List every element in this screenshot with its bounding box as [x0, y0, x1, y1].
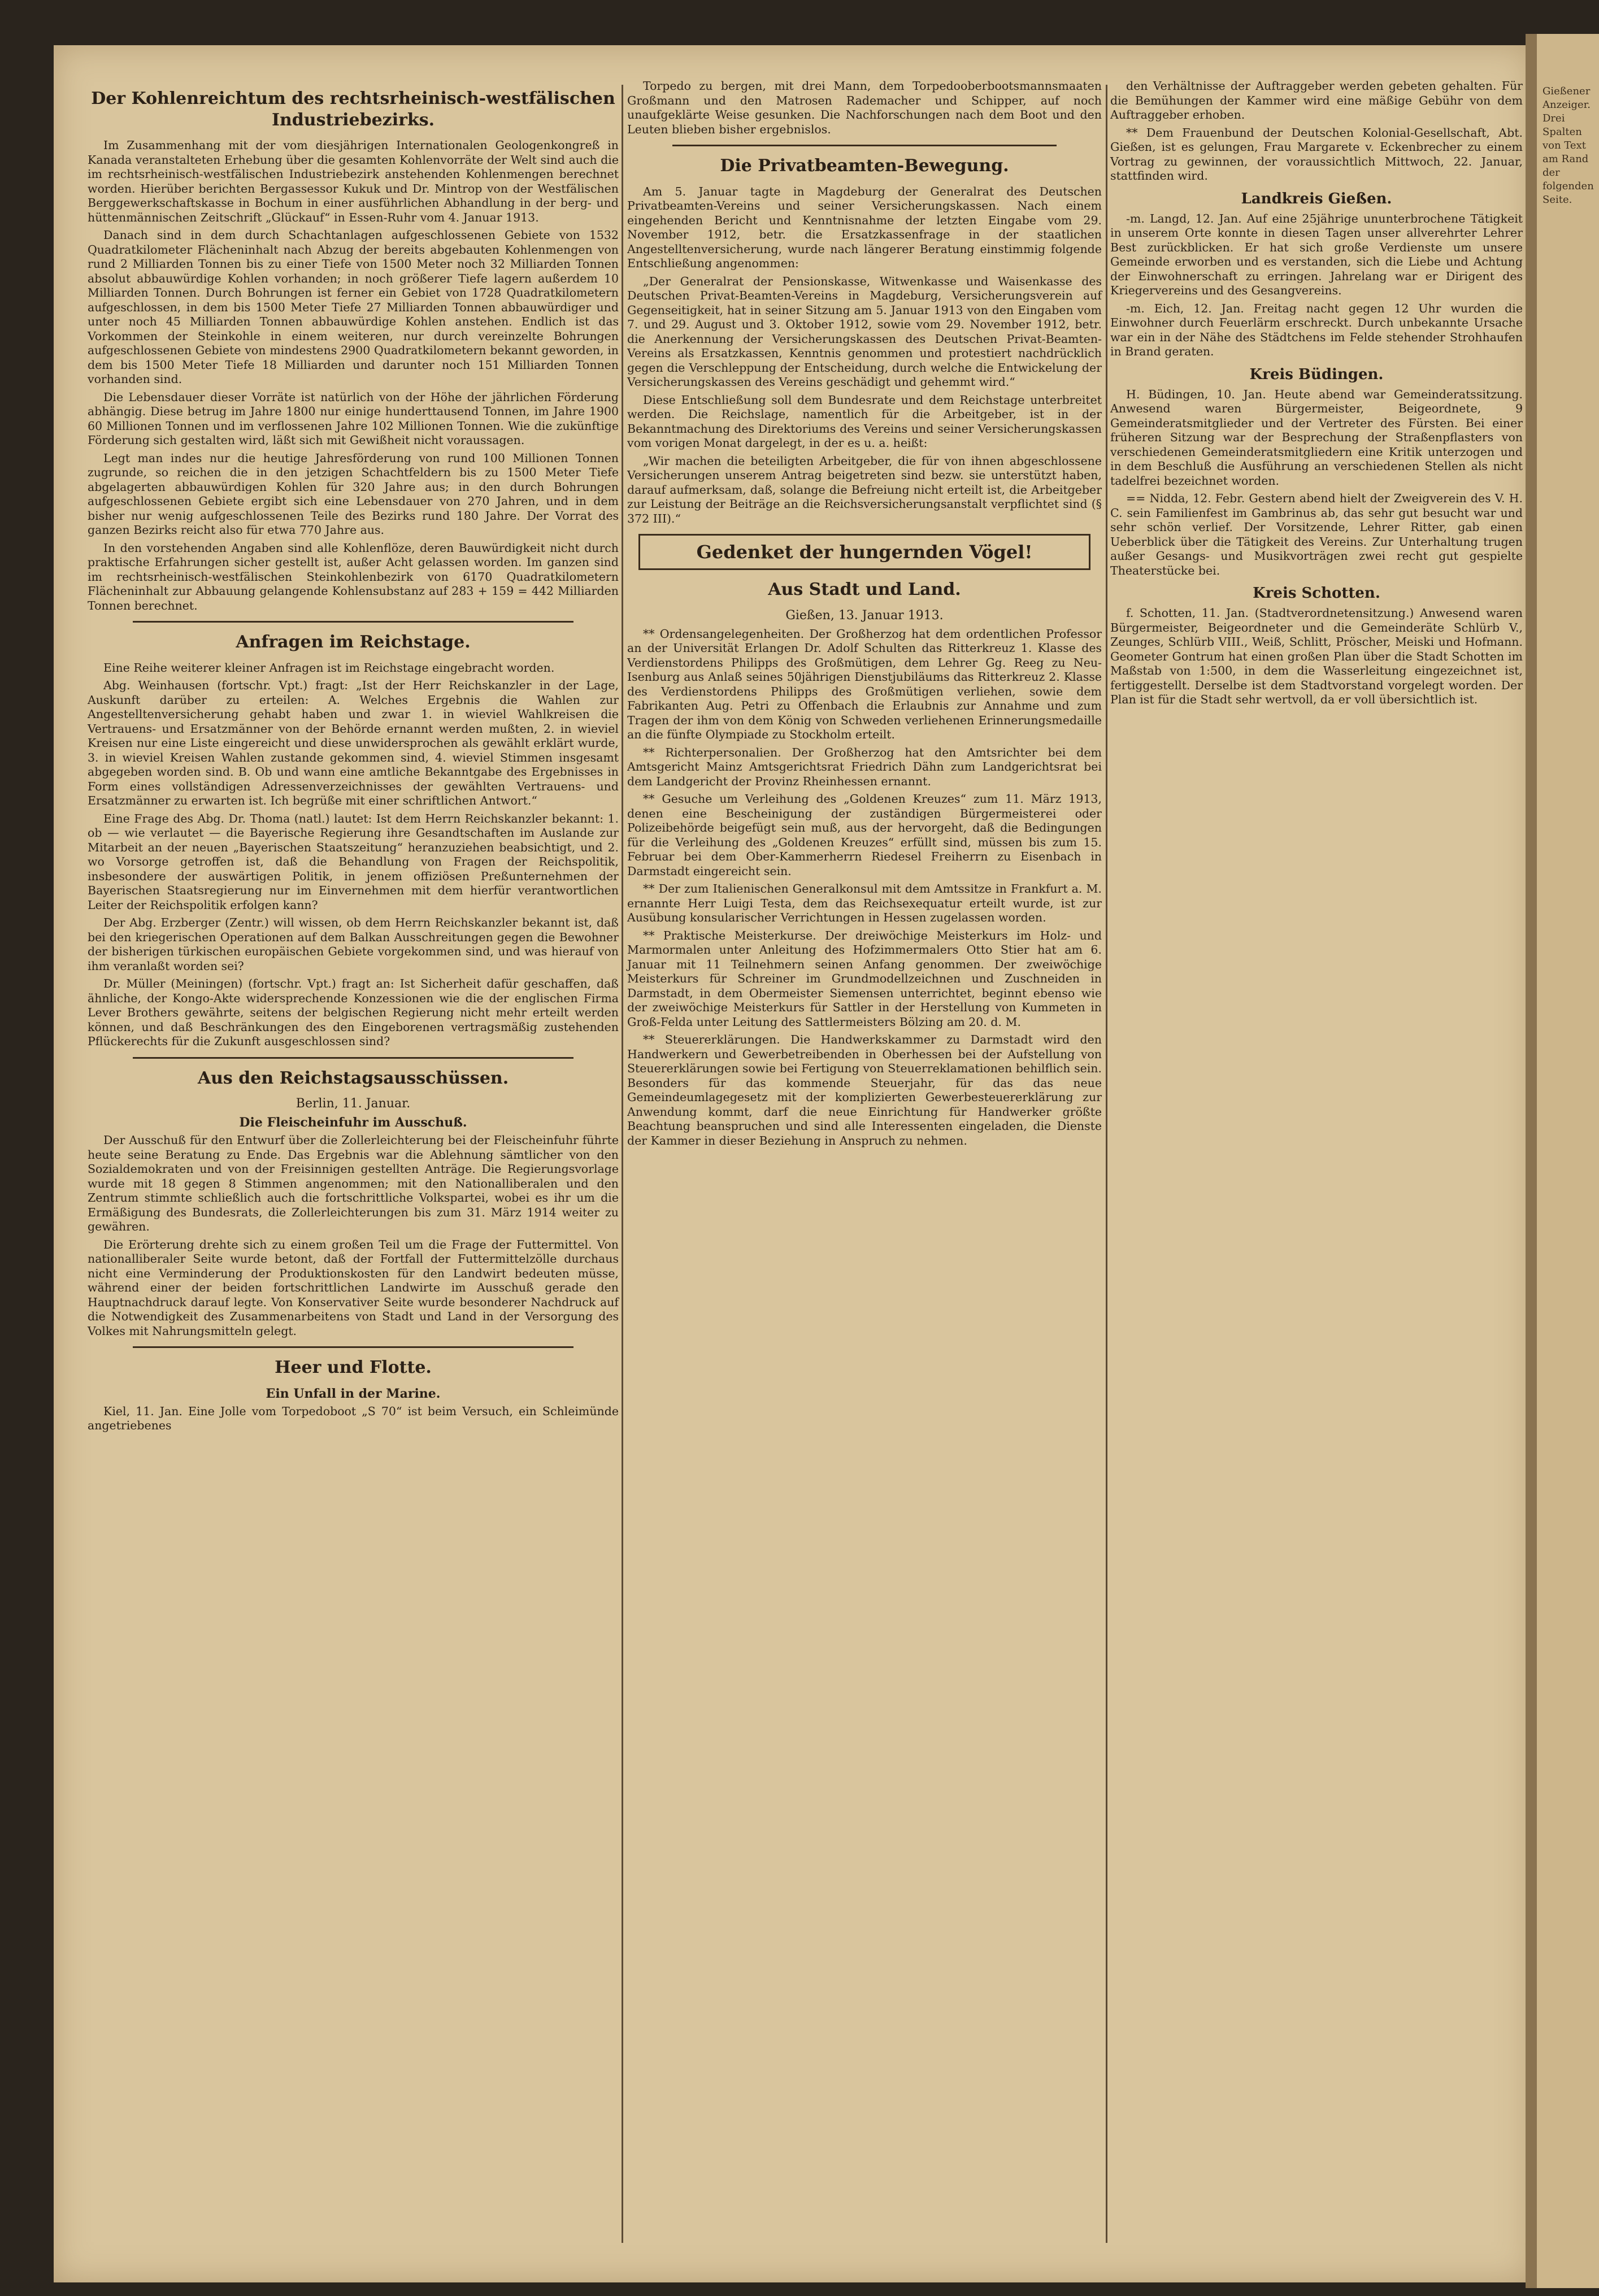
- headline-ausschuesse: Aus den Reichstagsausschüssen.: [197, 1068, 509, 1088]
- dateline: Berlin, 11. Januar.: [296, 1097, 411, 1111]
- headline-heer-flotte: Heer und Flotte.: [275, 1358, 432, 1377]
- subheadline-fleischeinfuhr: Die Fleischeinfuhr im Ausschuß.: [239, 1115, 467, 1130]
- column-3: [1110, 79, 1523, 711]
- paragraph: Dr. Müller (Meiningen) (fortschr. Vpt.) fragt an: Ist Sicherheit dafür geschaffen, daß ähnliche, der Kongo-Akte widersprechende Konzessionen wie die der englischen Firma Lever Brothers gewährte, seitens der belgischen Regierung nicht mehr erteilt werden können, und daß Beschränkungen des den Eingeborenen vertragsmäßig zustehenden Pflückerechts für die Zukunft ausgeschlossen sind?: [88, 977, 619, 1048]
- adjacent-page-text: Gießener Anzeiger. Drei Spalten von Text am Rand der folgenden Seite.: [1542, 85, 1594, 206]
- paragraph: Der Abg. Erzberger (Zentr.) will wissen, ob dem Herrn Reichskanzler bekannt ist, daß bei den kriegerischen Operationen auf dem Balkan Ausschreitungen gegen die Bewohner der bisherigen türkischen europäischen Gebiete vorgekommen sind, und was hierauf von ihm veranlaßt worden sei?: [88, 916, 619, 973]
- boxed-notice: Gedenket der hungernden Vögel!: [638, 534, 1090, 570]
- paragraph: ** Steuererklärungen. Die Handwerkskammer zu Darmstadt wird den Handwerkern und Gewerbetreibenden in Oberhessen bei der Aufstellung von Steuererklärungen sowie bei Fertigung von Steuerreklamationen behilflich sein. Besonders für das kommende Steuerjahr, für das das neue Gemeindeumlagegesetz mit der komplizierten Gewerbesteuererklärung zur Anwendung kommt, darf die neue Einrichtung für Handwerker größte Beachtung beanspruchen und sind alle Interessenten eingeladen, die Dienste der Kammer in dieser Beziehung in Anspruch zu nehmen.: [627, 1033, 1102, 1147]
- subheadline-unfall: Ein Unfall in der Marine.: [266, 1386, 441, 1401]
- paragraph: ** Ordensangelegenheiten. Der Großherzog hat dem ordentlichen Professor an der Universität Erlangen Dr. Adolf Schulten das Ritterkreuz 1. Klasse des Verdienstordens Philipps des Großmütigen, dem Lehrer Gg. Reeg zu Neu-Isenburg aus Anlaß seines 50jährigen Dienstjubiläums das Ritterkreuz 2. Klasse des Verdienstordens Philipps des Großmütigen verliehen, sowie dem Fabrikanten Aug. Petri zu Offenbach die Erlaubnis zur Annahme und zum Tragen der ihm von dem König von Schweden verliehenen Erinnerungsmedaille an die fünfte Olympiade zu Stockholm erteilt.: [627, 627, 1102, 741]
- paragraph: ** Gesuche um Verleihung des „Goldenen Kreuzes“ zum 11. März 1913, denen eine Bescheinigung der zuständigen Bürgermeisterei oder Polizeibehörde beigefügt sein muß, aus der hervorgeht, daß die Bedingungen für die Verleihung des „Goldenen Kreuzes“ erfüllt sind, müssen bis zum 15. Februar bei dem Ober-Kammerherrn Riedesel Freiherrn zu Eisenbach in Darmstadt eingereicht sein.: [627, 792, 1102, 878]
- divider: [672, 145, 1057, 146]
- paragraph: f. Schotten, 11. Jan. (Stadtverordnetensitzung.) Anwesend waren Bürgermeister, Beigeordneter und die Gemeinderäte Schlürb V., Zeunges, Schlürb VIII., Weiß, Schlitt, Pröscher, Meiski und Hofmann. Geometer Gontrum hat einen großen Plan über die Stadt Schotten im Maßstab von 1:500, in dem die Wasserleitung eingezeichnet ist, fertiggestellt. Derselbe ist dem Stadtvorstand vorgelegt worden. Der Plan ist für die Stadt sehr wertvoll, da er voll übersichtlich ist.: [1110, 606, 1523, 706]
- paragraph: Legt man indes nur die heutige Jahresförderung von rund 100 Millionen Tonnen zugrunde, so reichen die in den jetzigen Schachtfeldern bis zu 1500 Meter Tiefe abgelagerten abbauwürdigen Kohlen für 320 Jahre aus; in den durch Bohrungen aufgeschlossenen Gebiete ergibt sich eine Lebensdauer von 270 Jahren, und in dem bisher nur wenig aufgeschlossenen Teile des Bezirks rund 180 Jahre. Der Vorrat des ganzen Bezirks reicht also für etwa 770 Jahre aus.: [88, 451, 619, 537]
- section-landkreis-giessen: Landkreis Gießen.: [1241, 190, 1392, 207]
- column-1: [88, 79, 619, 1437]
- section-kreis-buedingen: Kreis Büdingen.: [1249, 366, 1384, 383]
- paragraph: == Nidda, 12. Febr. Gestern abend hielt der Zweigverein des V. H. C. sein Familienfest im Gambrinus ab, das sehr gut besucht war und sehr schön verlief. Der Vorsitzende, Lehrer Ritter, gab einen Ueberblick über die Tätigkeit des Vereins. Zur Unterhaltung trugen außer Gesangs- und Musikvorträgen zwei recht gut gespielte Theaterstücke bei.: [1110, 492, 1523, 577]
- paragraph: -m. Eich, 12. Jan. Freitag nacht gegen 12 Uhr wurden die Einwohner durch Feuerlärm erschreckt. Durch unbekannte Ursache war ein in der Nähe des Städtchens im Felde stehender Strohhaufen in Brand geraten.: [1110, 301, 1523, 358]
- binding-shadow: [1526, 34, 1537, 2288]
- dateline: Gießen, 13. Januar 1913.: [785, 608, 944, 623]
- paragraph: Die Lebensdauer dieser Vorräte ist natürlich von der Höhe der jährlichen Förderung abhängig. Diese betrug im Jahre 1800 nur einige hunderttausend Tonnen, im Jahre 1900 60 Millionen Tonnen und im verflossenen Jahre 102 Millionen Tonnen. Wie die zukünftige Förderung sich gestalten wird, läßt sich mit Gewißheit nicht voraussagen.: [88, 390, 619, 447]
- headline-stadt-land: Aus Stadt und Land.: [768, 580, 961, 599]
- paragraph: „Der Generalrat der Pensionskasse, Witwenkasse und Waisenkasse des Deutschen Privat-Beamten-Vereins in Magdeburg, Versicherungsverein auf Gegenseitigkeit, hat in seiner Sitzung am 5. Januar 1913 von den Eingaben vom 7. und 29. August und 3. Oktober 1912, sowie vom 29. November 1912, betr. die Anerkennung der Versicherungskassen des Deutschen Privat-Beamten-Vereins als Ersatzkassen, Kenntnis genommen und protestiert nachdrücklich gegen die Verschleppung der Entscheidung, durch welche die Entwickelung der Versicherungskassen des Vereins geschädigt und gehemmt wird.“: [627, 274, 1102, 389]
- headline-anfragen: Anfragen im Reichstage.: [236, 632, 471, 652]
- paragraph: Danach sind in dem durch Schachtanlagen aufgeschlossenen Gebiete von 1532 Quadratkilometer Flächeninhalt nach Abzug der bereits abgebauten Kohlenmengen von rund 2 Milliarden Tonnen bis zu einer Tiefe von 1500 Meter noch 32 Milliarden Tonnen absolut abbauwürdige Kohlen vorhanden; in noch größerer Tiefe lagern außerdem 10 Milliarden Tonnen. Durch Bohrungen ist ferner ein Gebiet von 1728 Quadratkilometern aufgeschlossen, in dem bis 1500 Meter Tiefe 27 Milliarden Tonnen abbauwürdiger und unter noch 45 Milliarden Tonnen abbauwürdige Kohlen anstehen. Endlich ist das Vorkommen der Steinkohle in einem weiteren, nur durch vereinzelte Bohrungen aufgeschlossenen Gebiete von mindestens 2900 Quadratkilometern bekannt geworden, in dem bis 1500 Meter Tiefe 18 Milliarden und darunter noch 151 Milliarden Tonnen vorhanden sind.: [88, 228, 619, 386]
- divider: [133, 1057, 573, 1059]
- paragraph: ** Praktische Meisterkurse. Der dreiwöchige Meisterkurs im Holz- und Marmormalen unter Anleitung des Hofzimmermalers Otto Stier hat am 6. Januar mit 11 Teilnehmern seinen Anfang genommen. Der zweiwöchige Meisterkurs für Schreiner im Grundmodellzeichnen und Zuschneiden in Darmstadt, in dem Obermeister Siemensen unterrichtet, beginnt ebenso wie der zweiwöchige Meisterkurs für Sattler in der Herstellung von Kummeten in Groß-Felda unter Leitung des Sattlermeisters Bölzing am 20. d. M.: [627, 928, 1102, 1029]
- paragraph: Kiel, 11. Jan. Eine Jolle vom Torpedoboot „S 70“ ist beim Versuch, ein Schleimünde angetriebenes: [88, 1404, 619, 1432]
- paragraph: H. Büdingen, 10. Jan. Heute abend war Gemeinderatssitzung. Anwesend waren Bürgermeister, Beigeordnete, 9 Gemeinderatsmitglieder und der Vertreter des Fürsten. Bei einer früheren Sitzung war der Besprechung der Straßenpflasters von verschiedenen Gemeinderatsmitgliedern eine Kritik unterzogen und in dem Beschluß die Ausführung an verschiedenen Stellen als nicht tadelfrei bezeichnet worden.: [1110, 387, 1523, 488]
- paragraph: ** Dem Frauenbund der Deutschen Kolonial-Gesellschaft, Abt. Gießen, ist es gelungen, Frau Margarete v. Eckenbrecher zu einem Vortrag zu gewinnen, der voraussichtlich Mittwoch, 22. Januar, stattfinden wird.: [1110, 125, 1523, 182]
- paragraph: Eine Frage des Abg. Dr. Thoma (natl.) lautet: Ist dem Herrn Reichskanzler bekannt: 1. ob — wie verlautet — die Bayerische Regierung ihre Gesandtschaften im Auslande zur Mitarbeit an der neuen „Bayerischen Staatszeitung“ heranzuziehen beabsichtigt, und 2. wo Vorsorge getroffen ist, daß die Behandlung von Fragen der Reichspolitik, insbesondere der auswärtigen Politik, in jenem offiziösen Preßunternehmen der Bayerischen Staatsregierung nur im Einvernehmen mit dem hierfür verantwortlichen Leiter der Reichspolitik erfolgen kann?: [88, 811, 619, 912]
- paragraph: Der Ausschuß für den Entwurf über die Zollerleichterung bei der Fleischeinfuhr führte heute seine Beratung zu Ende. Das Ergebnis war die Ablehnung sämtlicher von den Sozialdemokraten und von der Freisinnigen gestellten Anträge. Die Regierungsvorlage wurde mit 18 gegen 8 Stimmen angenommen; mit den Nationalliberalen und den Zentrum stimmte schließlich auch die fortschrittliche Volkspartei, wobei es ihr um die Ermäßigung des Bundesrats, die Zollerleichterungen bis zum 31. März 1914 weiter zu gewähren.: [88, 1133, 619, 1233]
- paragraph: ** Richterpersonalien. Der Großherzog hat den Amtsrichter bei dem Amtsgericht Mainz Amtsgerichtsrat Friedrich Dähn zum Landgerichtsrat bei dem Landgericht der Provinz Rheinhessen ernannt.: [627, 745, 1102, 788]
- headline-kohlenreichtum: Der Kohlenreichtum des rechtsrheinisch-westfälischen Industriebezirks.: [91, 89, 615, 130]
- section-kreis-schotten: Kreis Schotten.: [1253, 585, 1380, 602]
- divider: [133, 621, 573, 623]
- paragraph: -m. Langd, 12. Jan. Auf eine 25jährige ununterbrochene Tätigkeit in unserem Orte konnte in diesen Tagen unser allverehrter Lehrer Best zurückblicken. Er hat sich große Verdienste um unsere Gemeinde erworben und es verstanden, sich die Liebe und Achtung der Einwohnerschaft zu erringen. Jahrelang war er Dirigent des Kriegervereins und des Gesangvereins.: [1110, 211, 1523, 297]
- paragraph: ** Der zum Italienischen Generalkonsul mit dem Amtssitze in Frankfurt a. M. ernannte Herr Luigi Testa, dem das Reichsexequatur erteilt wurde, ist zur Ausübung konsularischer Verrichtungen in Hessen zugelassen worden.: [627, 882, 1102, 924]
- column-rule: [1106, 85, 1107, 2243]
- divider: [133, 1346, 573, 1348]
- column-rule: [622, 85, 623, 2243]
- paragraph: Abg. Weinhausen (fortschr. Vpt.) fragt: „Ist der Herr Reichskanzler in der Lage, Auskunft darüber zu erteilen: A. Welches Ergebnis die Wahlen zur Angestelltenversicherung gehabt haben und zwar 1. in wieviel Wahlkreisen die Vertrauens- und Ersatzmänner von der Behörde ernannt werden mußten, 2. in wieviel Kreisen nur eine Liste eingereicht und diese unwidersprochen als gewählt erklärt wurde, 3. in wieviel Kreisen Wahlen zustande gekommen sind, 4. wieviel Stimmen insgesamt abgegeben worden sind. B. Ob und wann eine amtliche Bekanntgabe des Ergebnisses in Form eines vollständigen Adressenverzeichnisses der gewählten Vertrauens- und Ersatzmänner zu erwarten ist. Ich begrüße mit einer schriftlichen Antwort.“: [88, 679, 619, 807]
- paragraph: Am 5. Januar tagte in Magdeburg der Generalrat des Deutschen Privatbeamten-Vereins und seiner Versicherungskassen. Nach einem eingehenden Bericht und Kenntnisnahme der letzten Eingabe vom 29. November 1912, betr. die Ersatzkassenfrage in der staatlichen Angestelltenversicherung, wurde nach längerer Beratung einstimmig folgende Entschließung angenommen:: [627, 184, 1102, 270]
- paragraph: Im Zusammenhang mit der vom diesjährigen Internationalen Geologenkongreß in Kanada veranstalteten Erhebung über die gesamten Kohlenvorräte der Welt sind auch die im rechtsrheinisch-westfälischen Industriebezirk anstehenden Kohlenmengen berechnet worden. Hierüber berichten Bergassessor Kukuk und Dr. Mintrop von der Westfälischen Berggewerkschaftskasse in Bochum in einer ausführlichen Abhandlung in der berg- und hüttenmännischen Zeitschrift „Glückauf“ in Essen-Ruhr vom 4. Januar 1913.: [88, 138, 619, 224]
- paragraph: Torpedo zu bergen, mit drei Mann, dem Torpedooberbootsmannsmaaten Großmann und den Matrosen Rademacher und Schipper, auf noch unaufgeklärte Weise gesunken. Die Nachforschungen nach dem Boot und den Leuten blieben bisher ergebnislos.: [627, 79, 1102, 136]
- paragraph: Diese Entschließung soll dem Bundesrate und dem Reichstage unterbreitet werden. Die Reichslage, namentlich für die Arbeitgeber, ist in der Bekanntmachung des Direktoriums des Vereins und seiner Versicherungskassen vom vorigen Monat dargelegt, in der es u. a. heißt:: [627, 393, 1102, 450]
- newspaper-page: [54, 45, 1531, 2282]
- paragraph: In den vorstehenden Angaben sind alle Kohlenflöze, deren Bauwürdigkeit nicht durch praktische Erfahrungen sicher gestellt ist, außer Acht gelassen worden. Im ganzen sind im rechtsrheinisch-westfälischen Steinkohlenbezirk von 6170 Quadratkilometern Flächeninhalt zur Abbauung gelangende Kohlensubstanz auf 283 + 159 = 442 Milliarden Tonnen berechnet.: [88, 541, 619, 612]
- paragraph: Die Erörterung drehte sich zu einem großen Teil um die Frage der Futtermittel. Von nationalliberaler Seite wurde betont, daß der Fortfall der Futtermittelzölle durchaus nicht eine Verminderung der Produktionskosten für den Landwirt bedeuten müsse, während einer der beiden fortschrittlichen Landwirte im Ausschuß gerade den Hauptnachdruck darauf legte. Von Konservativer Seite wurde besonderer Nachdruck auf die Notwendigkeit des Zusammenarbeitens von Stadt und Land in der Versorgung des Volkes mit Nahrungsmitteln gelegt.: [88, 1237, 619, 1338]
- paragraph: den Verhältnisse der Auftraggeber werden gebeten gehalten. Für die Bemühungen der Kammer wird eine mäßige Gebühr von dem Auftraggeber erhoben.: [1110, 79, 1523, 121]
- headline-privatbeamten: Die Privatbeamten-Bewegung.: [720, 156, 1009, 176]
- paragraph: „Wir machen die beteiligten Arbeitgeber, die für von ihnen abgeschlossene Versicherungen unserem Antrag beigetreten sind bezw. sie unterstützt haben, darauf aufmerksam, daß, solange die Befreiung nicht erteilt ist, die Arbeitgeber zur Leistung der Beiträge an die Reichsversicherungsanstalt verpflichtet sind (§ 372 III).“: [627, 454, 1102, 525]
- paragraph: Eine Reihe weiterer kleiner Anfragen ist im Reichstage eingebracht worden.: [103, 660, 555, 675]
- column-2: [627, 79, 1102, 1151]
